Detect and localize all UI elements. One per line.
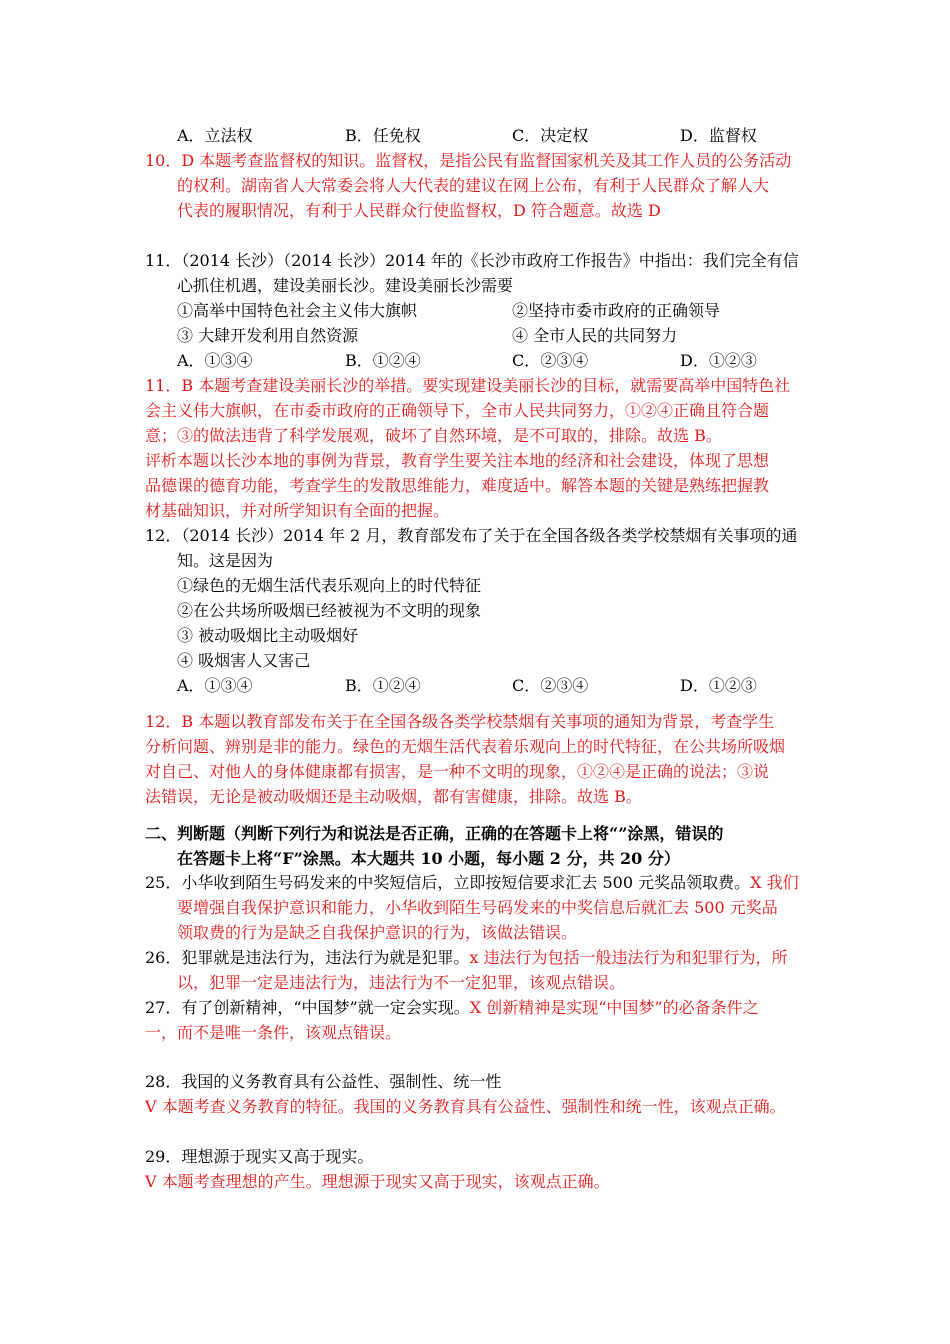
q25-answer-line: 要增强自我保护意识和能力，小华收到陌生号码发来的中奖信息后就汇去 500 元奖品 (177, 898, 778, 917)
q28-answer: V 本题考查义务教育的特征。我国的义务教育具有公益性、强制性和统一性，该观点正确。 (145, 1097, 786, 1116)
q25-line (145, 873, 799, 893)
q11-answer-line: 意；③的做法违背了科学发展观，破坏了自然环境，是不可取的，排除。故选 B。 (145, 426, 722, 445)
q11-option-c: C．②③④ (512, 351, 589, 370)
q11-item-1: ①高举中国特色社会主义伟大旗帜 (177, 301, 418, 320)
q12-option-d: D．①②③ (680, 676, 757, 695)
q11-stem-line: 11．（2014 长沙）（2014 长沙）2014 年的《长沙市政府工作报告》中指出：我们完全有信 (145, 251, 799, 270)
q10-option-a: A．立法权 (177, 126, 253, 145)
q11-option-b: B．①②④ (345, 351, 421, 370)
section-heading-line: 二、判断题（判断下列行为和说法是否正确，正确的在答题卡上将“”涂黑，错误的 (145, 824, 724, 843)
q12-item-2: ②在公共场所吸烟已经被视为不文明的现象 (177, 601, 482, 620)
q11-option-d: D．①②③ (680, 351, 757, 370)
q12-answer-line: 12．B 本题以教育部发布关于在全国各级各类学校禁烟有关事项的通知为背景，考查学生 (145, 712, 775, 731)
q27-answer: X 创新精神是实现“中国梦”的必备条件之 (469, 998, 759, 1017)
q12-answer-line: 分析问题、辨别是非的能力。绿色的无烟生活代表着乐观向上的时代特征，在公共场所吸烟 (145, 737, 786, 756)
q27-answer-line: 一，而不是唯一条件，该观点错误。 (145, 1023, 402, 1042)
q27-question: 有了创新精神，“中国梦”就一定会实现。 (181, 998, 470, 1017)
q12-option-b: B．①②④ (345, 676, 421, 695)
q11-stem-line: 心抓住机遇，建设美丽长沙。建设美丽长沙需要 (177, 276, 514, 295)
q26-line (145, 948, 788, 968)
q11-option-a: A．①③④ (177, 351, 253, 370)
q29-question: 29．理想源于现实又高于现实。 (145, 1147, 374, 1166)
q29-answer: V 本题考查理想的产生。理想源于现实又高于现实，该观点正确。 (145, 1172, 610, 1191)
q11-answer-line: 会主义伟大旗帜，在市委市政府的正确领导下，全市人民共同努力，①②④正确且符合题 (145, 401, 770, 420)
q11-answer-line: 材基础知识，并对所学知识有全面的把握。 (145, 501, 450, 520)
q12-item-3: ③ 被动吸烟比主动吸烟好 (177, 626, 359, 645)
q26-question: 犯罪就是违法行为，违法行为就是犯罪。 (181, 948, 470, 967)
q12-answer-line: 对自己、对他人的身体健康都有损害，是一种不文明的现象，①②④是正确的说法；③说 (145, 762, 770, 781)
q11-item-3: ③ 大肆开发利用自然资源 (177, 326, 359, 345)
q11-item-4: ④ 全市人民的共同努力 (512, 326, 678, 345)
q26-number: 26． (145, 948, 182, 967)
q12-option-a: A．①③④ (177, 676, 253, 695)
q10-answer-line: 10．D 本题考查监督权的知识。监督权，是指公民有监督国家机关及其工作人员的公务活动 (145, 151, 792, 170)
q25-answer-line: 领取费的行为是缺乏自我保护意识的行为，该做法错误。 (177, 923, 578, 942)
q10-answer-line: 的权利。湖南省人大常委会将人大代表的建议在网上公布，有利于人民群众了解人大 (177, 176, 770, 195)
q27-number: 27． (145, 998, 182, 1017)
section-heading-line: 在答题卡上将“F”涂黑。本大题共 10 小题，每小题 2 分，共 20 分） (177, 849, 680, 868)
q10-option-d: D．监督权 (680, 126, 757, 145)
q25-answer: X 我们 (750, 873, 799, 892)
q11-answer-line: 评析本题以长沙本地的事例为背景，教育学生要关注本地的经济和社会建设，体现了思想 (145, 451, 770, 470)
q26-answer: x 违法行为包括一般违法行为和犯罪行为，所 (469, 948, 788, 967)
q11-answer-line: 11．B 本题考查建设美丽长沙的举措。要实现建设美丽长沙的目标，就需要高举中国特色社 (145, 376, 791, 395)
q12-option-c: C．②③④ (512, 676, 589, 695)
q10-answer-line: 代表的履职情况，有利于人民群众行使监督权，D 符合题意。故选 D (177, 201, 661, 220)
q28-question: 28．我国的义务教育具有公益性、强制性、统一性 (145, 1072, 502, 1091)
q12-stem-line: 知。这是因为 (177, 551, 274, 570)
q12-answer-line: 法错误，无论是被动吸烟还是主动吸烟，都有害健康，排除。故选 B。 (145, 787, 642, 806)
q11-item-2: ②坚持市委市政府的正确领导 (512, 301, 721, 320)
q10-option-b: B．任免权 (345, 126, 421, 145)
q27-line (145, 998, 759, 1018)
q12-stem-line: 12．（2014 长沙）2014 年 2 月，教育部发布了关于在全国各级各类学校禁烟有关事项的通 (145, 526, 798, 545)
q12-item-4: ④ 吸烟害人又害己 (177, 651, 311, 670)
q25-question: 小华收到陌生号码发来的中奖短信后，立即按短信要求汇去 500 元奖品领取费。 (181, 873, 751, 892)
q12-item-1: ①绿色的无烟生活代表乐观向上的时代特征 (177, 576, 482, 595)
q11-answer-line: 品德课的德育功能，考查学生的发散思维能力，难度适中。解答本题的关键是熟练把握教 (145, 476, 770, 495)
q26-answer-line: 以，犯罪一定是违法行为，违法行为不一定犯罪，该观点错误。 (177, 973, 626, 992)
q10-option-c: C．决定权 (512, 126, 589, 145)
q25-number: 25． (145, 873, 182, 892)
